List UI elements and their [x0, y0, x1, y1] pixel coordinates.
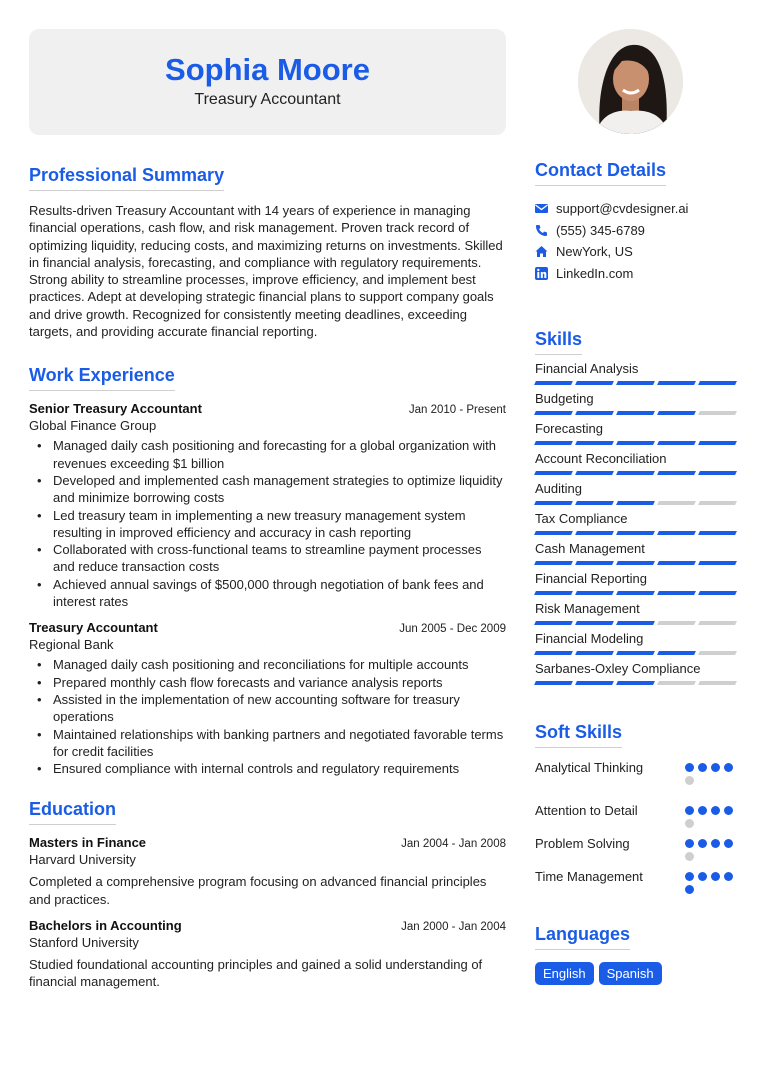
soft-skill-item	[535, 760, 740, 789]
skill-level-segment	[534, 501, 573, 505]
linkedin-icon	[535, 267, 548, 280]
skill-level-segment	[657, 591, 696, 595]
rating-dot	[685, 776, 694, 785]
soft-skill-rating	[685, 803, 740, 832]
degree: Masters in Finance	[29, 835, 147, 851]
skill-name: Financial Reporting	[535, 571, 648, 586]
skill-level-bar	[535, 591, 740, 595]
skills-heading: Skills	[535, 329, 582, 355]
rating-dot	[724, 806, 733, 815]
work-section	[29, 365, 506, 777]
skill-level-bar	[535, 441, 740, 445]
skill-level-segment	[657, 441, 696, 445]
bullet-item: • Ensured compliance with internal controls and regulatory requirements	[29, 760, 506, 777]
rating-dot	[685, 806, 694, 815]
skill-item	[535, 481, 740, 505]
skill-level-segment	[575, 651, 614, 655]
soft-skill-name: Problem Solving	[535, 836, 630, 851]
rating-dot	[685, 839, 694, 848]
skill-level-segment	[575, 591, 614, 595]
education-dates: Jan 2000 - Jan 2004	[401, 921, 506, 934]
profile-photo-illustration	[578, 29, 683, 134]
skill-name: Cash Management	[535, 541, 645, 556]
skill-level-segment	[575, 411, 614, 415]
skill-level-segment	[657, 501, 696, 505]
job-bullets	[29, 656, 506, 777]
skill-level-segment	[575, 501, 614, 505]
skill-level-segment	[616, 651, 655, 655]
skill-item	[535, 631, 740, 655]
work-heading: Work Experience	[29, 365, 175, 391]
rating-dot	[698, 839, 707, 848]
rating-dot	[698, 763, 707, 772]
skill-item	[535, 571, 740, 595]
soft-skill-rating	[685, 869, 740, 898]
job-entry	[29, 620, 506, 777]
contact-email[interactable]	[535, 198, 740, 220]
skill-level-segment	[616, 621, 655, 625]
phone-icon	[535, 224, 548, 237]
language-chip: Spanish	[599, 962, 662, 985]
skill-level-bar	[535, 381, 740, 385]
candidate-name: Sophia Moore	[165, 52, 370, 87]
skill-level-segment	[698, 561, 737, 565]
bullet-item: • Managed daily cash positioning and forecasting for a global organization with revenues exceeding $1 billion	[29, 437, 506, 472]
languages-section	[535, 924, 740, 985]
rating-dot	[685, 852, 694, 861]
skill-level-segment	[616, 411, 655, 415]
skill-name: Forecasting	[535, 421, 603, 436]
left-column	[29, 165, 506, 991]
bullet-item: • Developed and implemented cash management strategies to optimize liquidity and minimize borrowing costs	[29, 472, 506, 507]
contact-heading: Contact Details	[535, 160, 666, 186]
contact-linkedin[interactable]	[535, 263, 740, 285]
skill-item	[535, 451, 740, 475]
skill-level-segment	[698, 651, 737, 655]
skills-list	[535, 361, 740, 685]
header-box	[29, 29, 506, 135]
skill-level-bar	[535, 411, 740, 415]
bullet-item: • Led treasury team in implementing a new treasury management system resulting in improved efficiency and accuracy in cash reporting	[29, 507, 506, 542]
skill-level-segment	[616, 501, 655, 505]
contact-location	[535, 241, 740, 263]
skill-level-segment	[616, 591, 655, 595]
skill-name: Financial Modeling	[535, 631, 644, 646]
skill-level-segment	[698, 681, 737, 685]
degree: Bachelors in Accounting	[29, 918, 182, 934]
rating-dot	[724, 872, 733, 881]
contact-section	[535, 160, 740, 284]
skill-name: Auditing	[535, 481, 582, 496]
skill-level-segment	[616, 531, 655, 535]
skill-level-segment	[616, 681, 655, 685]
skill-name: Account Reconciliation	[535, 451, 667, 466]
skill-level-segment	[534, 681, 573, 685]
skill-level-segment	[657, 681, 696, 685]
profile-photo	[578, 29, 683, 134]
skill-level-segment	[698, 591, 737, 595]
skill-level-bar	[535, 681, 740, 685]
skill-item	[535, 361, 740, 385]
right-column	[535, 160, 740, 985]
soft-skill-item	[535, 836, 740, 865]
soft-skills-section	[535, 722, 740, 898]
contact-phone-text: (555) 345-6789	[556, 222, 645, 238]
skill-name: Financial Analysis	[535, 361, 639, 376]
skill-name: Tax Compliance	[535, 511, 628, 526]
skill-name: Sarbanes-Oxley Compliance	[535, 661, 701, 676]
skill-level-segment	[616, 471, 655, 475]
skill-level-segment	[698, 621, 737, 625]
job-entry	[29, 401, 506, 610]
school: Harvard University	[29, 852, 136, 868]
soft-skills-heading: Soft Skills	[535, 722, 622, 748]
skill-level-segment	[657, 471, 696, 475]
bullet-item: • Prepared monthly cash flow forecasts and variance analysis reports	[29, 674, 506, 691]
job-bullets	[29, 437, 506, 610]
skill-level-segment	[698, 501, 737, 505]
education-entry	[29, 918, 506, 991]
skill-level-bar	[535, 471, 740, 475]
skill-level-segment	[534, 591, 573, 595]
job-role: Senior Treasury Accountant	[29, 401, 202, 417]
contact-email-text: support@cvdesigner.ai	[556, 201, 689, 217]
rating-dot	[711, 839, 720, 848]
rating-dot	[724, 763, 733, 772]
skill-name: Budgeting	[535, 391, 594, 406]
education-section	[29, 799, 506, 990]
bullet-item: • Managed daily cash positioning and reconciliations for multiple accounts	[29, 656, 506, 673]
skill-level-segment	[534, 651, 573, 655]
skill-level-segment	[698, 411, 737, 415]
skill-level-segment	[657, 411, 696, 415]
skill-level-segment	[698, 531, 737, 535]
soft-skill-rating	[685, 760, 740, 789]
skill-level-bar	[535, 561, 740, 565]
rating-dot	[724, 839, 733, 848]
school: Stanford University	[29, 935, 139, 951]
skill-item	[535, 601, 740, 625]
skill-level-segment	[575, 471, 614, 475]
skill-level-segment	[657, 381, 696, 385]
skill-level-segment	[657, 651, 696, 655]
rating-dot	[711, 806, 720, 815]
skill-level-segment	[534, 471, 573, 475]
skill-level-segment	[575, 441, 614, 445]
skill-level-segment	[616, 441, 655, 445]
skill-level-bar	[535, 501, 740, 505]
bullet-item: • Maintained relationships with banking partners and negotiated favorable terms for credit facilities	[29, 726, 506, 761]
education-entry	[29, 835, 506, 908]
rating-dot	[711, 872, 720, 881]
skill-level-segment	[616, 381, 655, 385]
skill-name: Risk Management	[535, 601, 640, 616]
contact-phone[interactable]	[535, 220, 740, 242]
contact-linkedin-text: LinkedIn.com	[556, 265, 634, 281]
job-role: Treasury Accountant	[29, 620, 158, 636]
education-dates: Jan 2004 - Jan 2008	[401, 838, 506, 851]
rating-dot	[698, 806, 707, 815]
skill-level-segment	[698, 381, 737, 385]
skill-level-segment	[534, 561, 573, 565]
rating-dot	[685, 872, 694, 881]
rating-dot	[698, 872, 707, 881]
job-company: Global Finance Group	[29, 418, 157, 434]
job-dates: Jun 2005 - Dec 2009	[399, 623, 506, 636]
skill-level-bar	[535, 531, 740, 535]
education-description: Studied foundational accounting principles and gained a solid understanding of financial management.	[29, 957, 483, 990]
skill-item	[535, 661, 740, 685]
summary-heading: Professional Summary	[29, 165, 224, 191]
skill-level-segment	[575, 561, 614, 565]
skill-level-segment	[616, 561, 655, 565]
bullet-item: • Collaborated with cross-functional teams to streamline payment processes and reduce transaction costs	[29, 541, 506, 576]
home-icon	[535, 245, 548, 258]
skill-level-segment	[534, 381, 573, 385]
candidate-title: Treasury Accountant	[194, 91, 341, 108]
soft-skill-item	[535, 803, 740, 832]
summary-text: Results-driven Treasury Accountant with 14 years of experience in managing financial operations, cash flow, and risk management. Proven track record of optimizing liquidity, reducing costs, and maximizing returns on investments. Skilled in financial analysis, forecasting, and compliance with regulatory requirements. Strong ability to streamline processes, improve efficiency, and implement best practices. Adept at developing strategic financial plans to support company goals and drive growth. Recognized for consistently meeting deadlines, exceeding targets, and providing accurate financial reporting.	[29, 203, 503, 340]
summary-section	[29, 165, 506, 340]
skill-level-segment	[575, 681, 614, 685]
bullet-item: • Achieved annual savings of $500,000 through negotiation of bank fees and interest rates	[29, 576, 506, 611]
skill-level-segment	[534, 441, 573, 445]
job-company: Regional Bank	[29, 637, 114, 653]
rating-dot	[685, 763, 694, 772]
bullet-item: • Assisted in the implementation of new accounting software for treasury operations	[29, 691, 506, 726]
contact-location-text: NewYork, US	[556, 244, 633, 260]
education-description: Completed a comprehensive program focusing on advanced financial principles and practices.	[29, 874, 487, 907]
skill-level-segment	[534, 531, 573, 535]
education-heading: Education	[29, 799, 116, 825]
soft-skill-item	[535, 869, 740, 898]
skill-level-segment	[698, 471, 737, 475]
soft-skill-rating	[685, 836, 740, 865]
skill-item	[535, 391, 740, 415]
skill-level-segment	[534, 621, 573, 625]
skills-section	[535, 329, 740, 685]
skill-level-bar	[535, 651, 740, 655]
skill-item	[535, 541, 740, 565]
language-chip: English	[535, 962, 594, 985]
skill-level-bar	[535, 621, 740, 625]
skill-level-segment	[534, 411, 573, 415]
skill-level-segment	[575, 381, 614, 385]
skill-level-segment	[657, 621, 696, 625]
skill-level-segment	[657, 561, 696, 565]
soft-skill-name: Attention to Detail	[535, 803, 638, 818]
languages-list	[535, 962, 740, 985]
rating-dot	[711, 763, 720, 772]
rating-dot	[685, 885, 694, 894]
envelope-icon	[535, 202, 548, 215]
languages-heading: Languages	[535, 924, 630, 950]
skill-level-segment	[698, 441, 737, 445]
skill-level-segment	[575, 531, 614, 535]
skill-item	[535, 421, 740, 445]
skill-level-segment	[657, 531, 696, 535]
soft-skill-name: Time Management	[535, 869, 643, 884]
skill-level-segment	[575, 621, 614, 625]
soft-skill-name: Analytical Thinking	[535, 760, 644, 775]
skill-item	[535, 511, 740, 535]
job-dates: Jan 2010 - Present	[408, 404, 506, 417]
rating-dot	[685, 819, 694, 828]
soft-skills-list	[535, 760, 740, 898]
